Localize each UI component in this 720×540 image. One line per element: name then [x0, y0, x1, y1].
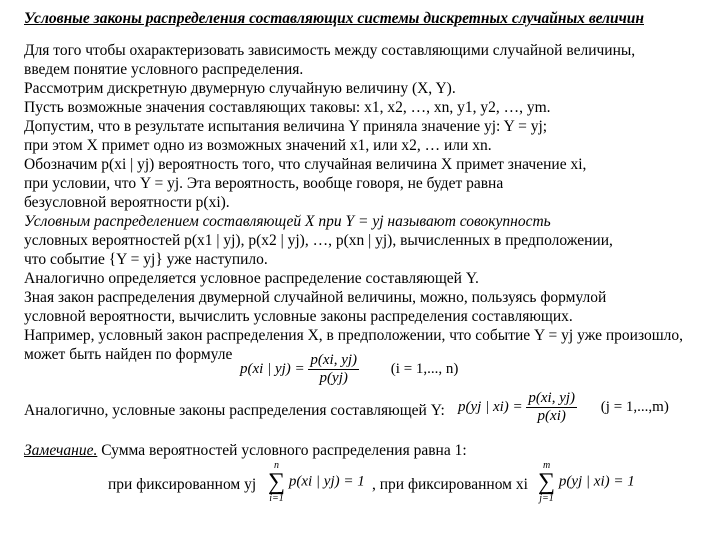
definition-line: Условным распределением составляющей X при Y = yj называют совокупность: [24, 213, 551, 230]
formula-fraction: [308, 352, 359, 387]
text-line: при этом X примет одно из возможных значений x1, или x2, … или xn.: [24, 137, 492, 154]
formula-fraction: [526, 390, 577, 425]
text-line: условных вероятностей p(x1 | yj), p(x2 | yj), …, p(xn | yj), вычисленных в предположении,: [24, 232, 613, 249]
sum-upper-limit: m: [542, 460, 551, 471]
text-line: Зная закон распределения двумерной случайной величины, можно, пользуясь формулой: [24, 289, 607, 306]
text-line: Аналогично, условные законы распределения составляющей Y:: [24, 402, 445, 419]
text-line: Рассмотрим дискретную двумерную случайную величину (X, Y).: [24, 80, 456, 97]
page-title: Условные законы распределения составляющих системы дискретных случайных величин: [24, 10, 644, 27]
remark-label: Замечание.: [24, 442, 98, 459]
text-line: условной вероятности, вычислить условные законы распределения составляющих.: [24, 308, 573, 325]
text-line: безусловной вероятности p(xi).: [24, 194, 230, 211]
text-line: Обозначим p(xi | yj) вероятность того, что случайная величина X примет значение xi,: [24, 156, 587, 173]
sum-symbol: m ∑ j=1: [538, 460, 556, 504]
text-line: Допустим, что в результате испытания величина Y приняла значение yj: Y = yj;: [24, 118, 548, 135]
formula-denominator: p(yj): [308, 369, 359, 387]
remark-line: [24, 442, 467, 460]
text-line: при условии, что Y = yj. Эта вероятность, вообще говоря, не будет равна: [24, 175, 504, 192]
sum-expression: p(xi | yj) = 1: [288, 473, 365, 490]
formula-range: (i = 1,..., n): [390, 360, 459, 377]
sum-expression: p(yj | xi) = 1: [558, 473, 635, 490]
formula-lhs: p(yj | xi) =: [458, 398, 523, 415]
sum-upper-limit: n: [274, 460, 280, 471]
sum-formula-y: [538, 460, 635, 504]
sum-symbol: n ∑ i=1: [268, 460, 286, 504]
text-line: может быть найден по формуле: [24, 346, 233, 363]
formula-conditional-x: [240, 352, 458, 387]
sum-lower-limit: j=1: [539, 493, 554, 504]
text-line: Например, условный закон распределения X, в предположении, что событие Y = yj уже произошло,: [24, 327, 684, 344]
text-line: Пусть возможные значения составляющих таковы: x1, x2, …, xn, y1, y2, …, ym.: [24, 99, 551, 116]
text-line: Аналогично определяется условное распределение составляющей Y.: [24, 270, 479, 287]
formula-denominator: p(xi): [526, 407, 577, 425]
text-line: что событие {Y = yj} уже наступило.: [24, 251, 268, 268]
formula-lhs: p(xi | yj) =: [240, 360, 305, 377]
sum-lower-limit: i=1: [269, 493, 284, 504]
formula-numerator: p(xi, yj): [528, 390, 576, 406]
text-fixed-x: , при фиксированном xi: [372, 476, 528, 493]
formula-conditional-y: [458, 390, 669, 425]
text-line: введем понятие условного распределения.: [24, 61, 304, 78]
sum-formula-x: [268, 460, 365, 504]
text-line: Для того чтобы охарактеризовать зависимость между составляющими случайной величины,: [24, 42, 636, 59]
text-fixed-y: при фиксированном yj: [108, 476, 257, 493]
formula-numerator: p(xi, yj): [310, 352, 358, 368]
formula-range: (j = 1,...,m): [600, 398, 669, 415]
remark-text: Сумма вероятностей условного распределения равна 1:: [97, 442, 467, 459]
